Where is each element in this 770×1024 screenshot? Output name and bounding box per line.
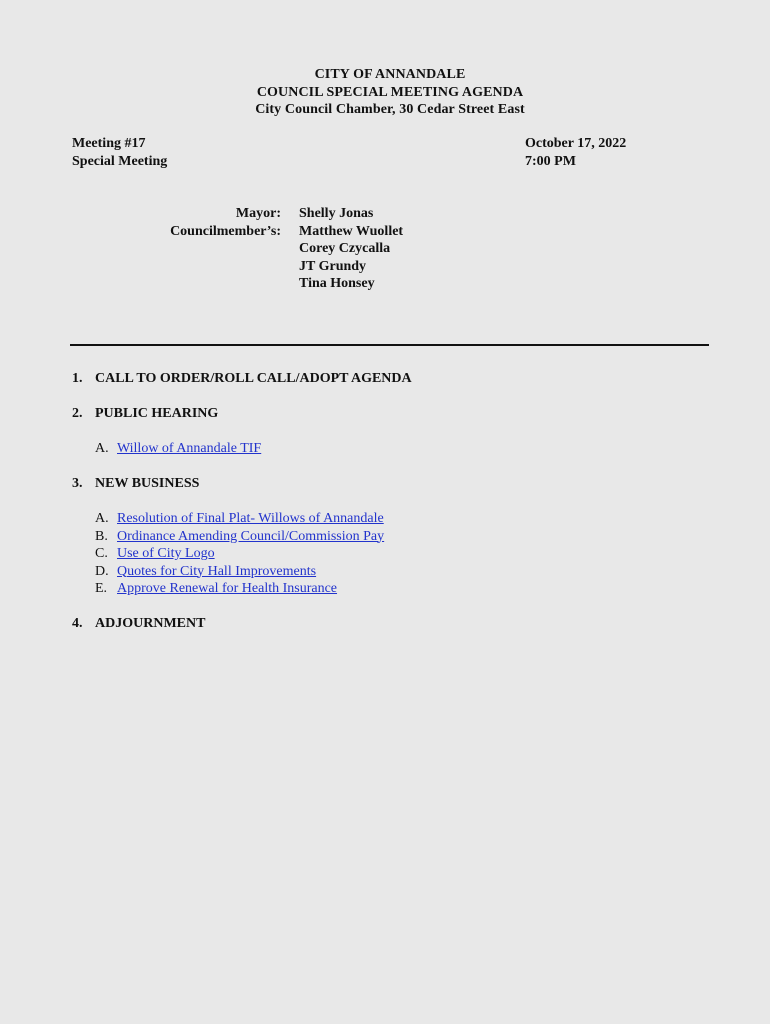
list-item: [95, 440, 712, 458]
item-letter: B.: [95, 528, 108, 544]
councilmember-label: Councilmember’s:: [170, 223, 281, 239]
agenda-list: [72, 370, 712, 633]
mayor-name: Shelly Jonas: [299, 206, 374, 221]
new-business-items: [95, 510, 712, 598]
section-number: 2.: [72, 406, 83, 421]
agenda-item-link[interactable]: Resolution of Final Plat- Willows of Annandale: [117, 511, 384, 526]
councilmember-name: Corey Czycalla: [299, 241, 391, 256]
agenda-item-link[interactable]: Willow of Annandale TIF: [117, 441, 262, 456]
section-title: NEW BUSINESS: [95, 476, 200, 491]
agenda-item-link[interactable]: Approve Renewal for Health Insurance: [117, 581, 338, 596]
public-hearing-items: [95, 440, 712, 458]
horizontal-divider: [70, 344, 709, 346]
meeting-datetime: [525, 135, 626, 170]
meeting-number: Meeting #17: [72, 136, 146, 151]
councilmember-name: Tina Honsey: [299, 276, 375, 291]
mayor-label: Mayor:: [235, 206, 281, 221]
agenda-item-link[interactable]: Quotes for City Hall Improvements: [117, 563, 317, 579]
section-title: PUBLIC HEARING: [95, 406, 219, 421]
section-number: 3.: [72, 476, 83, 491]
list-item: [95, 545, 712, 563]
section-title: CALL TO ORDER/ROLL CALL/ADOPT AGENDA: [95, 371, 412, 386]
roster-names: [299, 205, 403, 293]
meeting-type: Special Meeting: [72, 153, 168, 169]
city-name: CITY OF ANNANDALE: [314, 67, 466, 82]
document-header: [0, 66, 770, 119]
agenda-section-adjournment: [72, 615, 712, 633]
agenda-section-new-business: [72, 475, 712, 493]
item-letter: A.: [95, 511, 109, 526]
agenda-section-public-hearing: [72, 405, 712, 423]
item-letter: A.: [95, 441, 109, 456]
meeting-location: City Council Chamber, 30 Cedar Street East: [255, 102, 525, 117]
section-number: 1.: [72, 371, 83, 386]
meeting-info: [72, 135, 167, 170]
list-item: [95, 510, 712, 528]
item-letter: C.: [95, 546, 108, 561]
item-letter: D.: [95, 563, 109, 579]
item-letter: E.: [95, 581, 108, 596]
agenda-title: COUNCIL SPECIAL MEETING AGENDA: [256, 84, 524, 100]
list-item: [95, 580, 712, 598]
agenda-item-link[interactable]: Ordinance Amending Council/Commission Pay: [117, 528, 385, 544]
meeting-time: 7:00 PM: [525, 153, 576, 169]
list-item: [95, 563, 712, 581]
agenda-section-call-to-order: [72, 370, 712, 388]
councilmember-name: JT Grundy: [299, 258, 367, 274]
agenda-item-link[interactable]: Use of City Logo: [117, 546, 215, 561]
councilmember-name: Matthew Wuollet: [299, 223, 404, 239]
roster-labels: [170, 205, 281, 240]
meeting-date: October 17, 2022: [525, 136, 627, 151]
section-number: 4.: [72, 616, 83, 631]
section-title: ADJOURNMENT: [95, 616, 206, 631]
list-item: [95, 528, 712, 546]
